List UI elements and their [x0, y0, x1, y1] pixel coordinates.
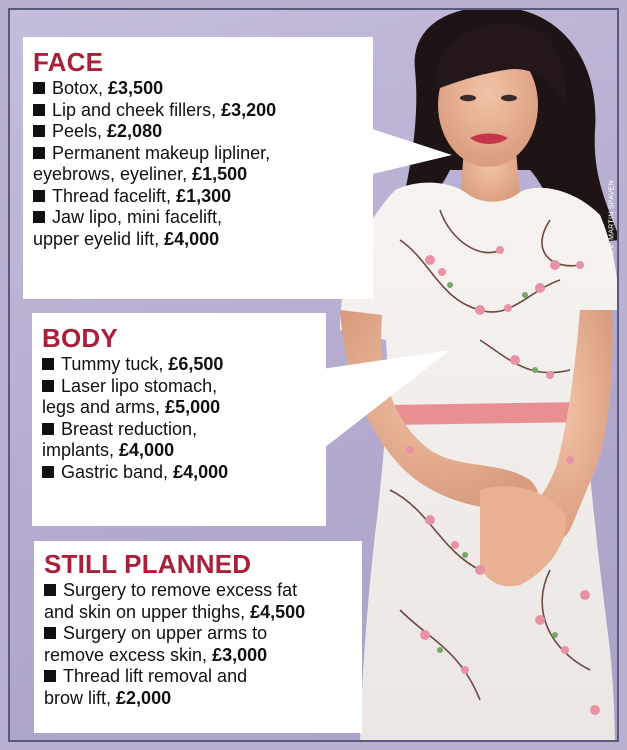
procedure-price: £3,200 — [221, 99, 277, 120]
procedure-text: and skin on upper thighs, — [44, 601, 251, 622]
procedure-price: £4,000 — [173, 461, 229, 482]
list-item-continuation — [42, 397, 316, 419]
section-heading-body: BODY — [42, 323, 118, 353]
list-item — [33, 121, 363, 143]
list-item — [33, 186, 363, 208]
procedure-price: £4,000 — [164, 228, 220, 249]
procedure-text: Thread facelift, — [33, 186, 176, 206]
procedure-text: Breast reduction, — [42, 419, 197, 439]
planned-procedures-panel — [34, 541, 362, 733]
procedure-price: £1,500 — [192, 164, 248, 184]
section-heading-face: FACE — [33, 47, 104, 77]
infographic-frame — [8, 8, 619, 742]
procedure-text: Jaw lipo, mini facelift, — [33, 207, 222, 227]
procedure-text: Laser lipo stomach, — [42, 376, 217, 396]
procedure-price: £2,000 — [116, 687, 172, 708]
procedure-text: Botox, — [33, 78, 108, 98]
procedure-text: Thread lift removal and — [44, 666, 247, 686]
procedure-price: £2,080 — [107, 121, 163, 141]
list-item — [42, 419, 316, 441]
list-item-continuation — [44, 688, 352, 710]
face-procedures-list — [33, 78, 363, 250]
procedure-price: £3,500 — [108, 78, 164, 98]
procedure-text: eyebrows, eyeliner, — [33, 164, 193, 184]
list-item — [33, 100, 363, 122]
list-item — [33, 143, 363, 165]
list-item-continuation — [33, 229, 363, 251]
body-procedures-panel — [32, 313, 326, 526]
list-item — [44, 666, 352, 688]
procedure-price: £1,300 — [176, 185, 232, 206]
list-item — [33, 78, 363, 100]
procedure-text: Permanent makeup lipliner, — [33, 143, 270, 163]
body-callout-pointer — [315, 340, 455, 460]
photo-credit: Picture: MARTIN SPAVEN — [608, 180, 615, 269]
procedure-text: brow lift, — [44, 687, 117, 708]
procedure-price: £5,000 — [165, 397, 221, 417]
procedure-text: Surgery to remove excess fat — [44, 580, 297, 600]
procedure-price: £4,000 — [119, 440, 175, 460]
list-item — [33, 207, 363, 229]
procedure-text: legs and arms, — [42, 397, 166, 417]
list-item — [42, 462, 316, 484]
list-item-continuation — [33, 164, 363, 186]
list-item — [42, 354, 316, 376]
list-item-continuation — [42, 440, 316, 462]
body-procedures-list — [42, 354, 316, 483]
procedure-price: £4,500 — [250, 601, 306, 622]
face-procedures-panel — [23, 37, 373, 299]
procedure-text: implants, — [42, 440, 120, 460]
procedure-price: £3,000 — [212, 644, 268, 665]
procedure-text: upper eyelid lift, — [33, 228, 165, 249]
section-heading-still-planned: STILL PLANNED — [44, 549, 252, 579]
list-item-continuation — [44, 602, 352, 624]
procedure-price: £6,500 — [168, 354, 224, 374]
procedure-text: remove excess skin, — [44, 644, 213, 665]
procedure-text: Surgery on upper arms to — [44, 623, 267, 643]
face-callout-pointer — [360, 125, 455, 180]
procedure-text: Tummy tuck, — [42, 354, 168, 374]
list-item — [44, 623, 352, 645]
planned-procedures-list — [44, 580, 352, 709]
procedure-text: Gastric band, — [42, 462, 173, 482]
procedure-text: Peels, — [33, 121, 107, 141]
procedure-text: Lip and cheek fillers, — [33, 100, 221, 120]
list-item — [44, 580, 352, 602]
list-item — [42, 376, 316, 398]
list-item-continuation — [44, 645, 352, 667]
